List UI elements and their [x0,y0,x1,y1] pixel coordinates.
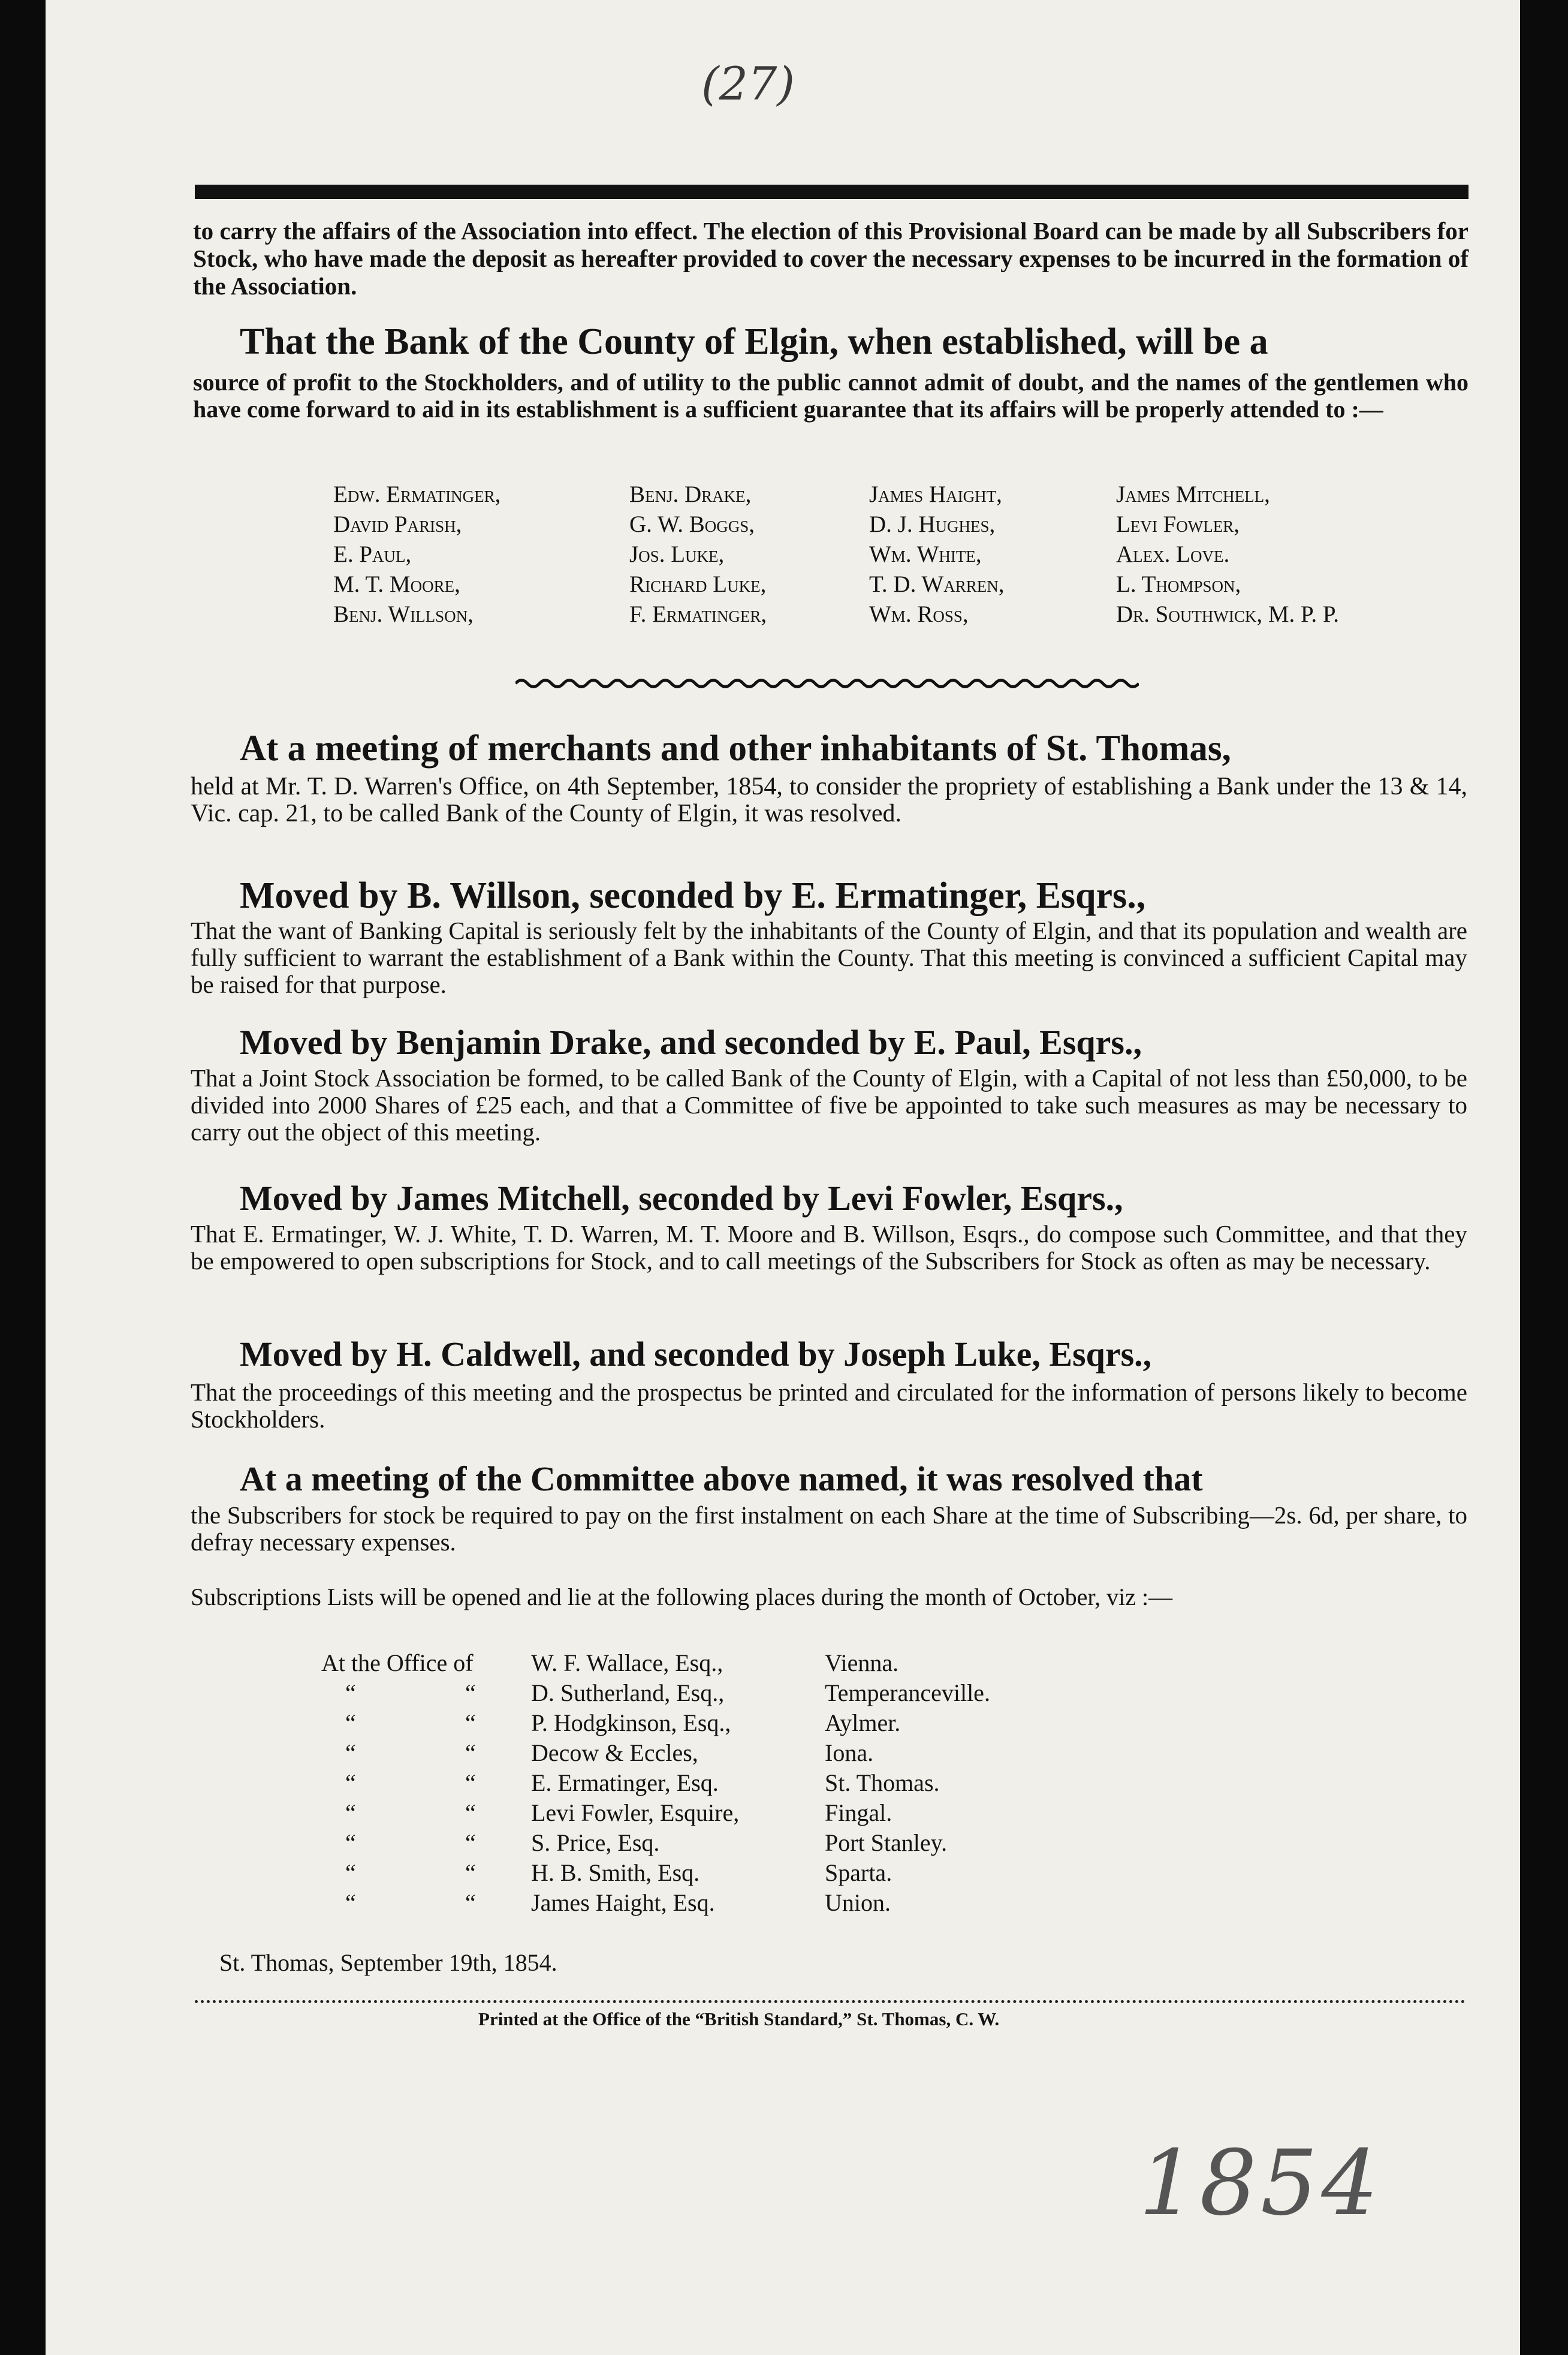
name-entry: Richard Luke, [629,571,767,597]
ditto-mark: “ [345,1829,356,1856]
committee-heading: At a meeting of the Committee above named, it was resolved that [240,1459,1203,1498]
motion-1-body: That the want of Banking Capital is seriously felt by the inhabitants of the County of Elgin, and that its population and wealth are fully sufficient to warrant the establishment of a Bank within the County. That this meeting is convinced a sufficient Capital may be raised for that purpose. [191,917,1467,998]
name-entry: G. W. Boggs, [629,511,755,537]
dateline: St. Thomas, September 19th, 1854. [219,1949,557,1976]
ditto-mark: “ [345,1709,356,1736]
top-rule [195,185,1469,199]
ditto-mark: “ [465,1679,476,1706]
name-entry: L. Thompson, [1116,571,1241,597]
page-number-annotation: (27) [701,57,795,110]
dotted-divider [195,2000,1466,2003]
location-place: Vienna. [825,1649,899,1676]
committee-body: the Subscribers for stock be required to pay on the first instalment on each Share at the time of Subscribing—2s. 6d, per share, to defray necessary expenses. [191,1501,1467,1556]
bank-statement-body: source of profit to the Stockholders, and of utility to the public cannot admit of doubt, and the names of the gentlemen who have come forward to aid in its establishment is a sufficient guarantee that its affairs will be properly attended to :— [193,369,1469,423]
handwritten-year: 1854 [1139,2131,1382,2236]
name-entry: Edw. Ermatinger, [333,481,501,507]
motion-2-heading: Moved by Benjamin Drake, and seconded by E. Paul, Esqrs., [240,1023,1142,1062]
name-entry: Wm. White, [869,541,982,567]
name-entry: David Parish, [333,511,462,537]
location-place: Union. [825,1889,891,1916]
name-entry: D. J. Hughes, [869,511,996,537]
location-place: Port Stanley. [825,1829,948,1856]
motion-4-body: That the proceedings of this meeting and the prospectus be printed and circulated for the information of persons likely to become Stockholders. [191,1378,1467,1433]
name-entry: James Mitchell, [1116,481,1270,507]
ditto-mark: “ [465,1829,476,1856]
name-entry: James Haight, [869,481,1002,507]
ditto-mark: “ [345,1679,356,1706]
ditto-mark: “ [465,1799,476,1826]
location-agent: S. Price, Esq. [531,1829,660,1856]
name-entry: Levi Fowler, [1116,511,1240,537]
ditto-mark: “ [465,1769,476,1796]
name-entry: F. Ermatinger, [629,601,767,627]
location-agent: D. Sutherland, Esq., [531,1679,725,1706]
location-agent: James Haight, Esq. [531,1889,715,1916]
name-entry: Dr. Southwick, M. P. P. [1116,601,1339,627]
name-entry: M. T. Moore, [333,571,460,597]
location-agent: Levi Fowler, Esquire, [531,1799,740,1826]
location-place: Iona. [825,1739,874,1766]
ditto-mark: “ [465,1889,476,1916]
name-entry: Jos. Luke, [629,541,725,567]
names-column-1 [333,480,500,630]
wavy-divider [515,674,1139,692]
motion-1-heading: Moved by B. Willson, seconded by E. Ermatinger, Esqrs., [240,875,1146,916]
name-entry: Benj. Willson, [333,601,474,627]
location-prefix: At the Office of [321,1649,474,1676]
name-entry: Alex. Love. [1116,541,1230,567]
motion-3-heading: Moved by James Mitchell, seconded by Levi Fowler, Esqrs., [240,1179,1123,1218]
meeting-heading: At a meeting of merchants and other inhabitants of St. Thomas, [240,728,1231,769]
ditto-mark: “ [345,1739,356,1766]
motion-2-body: That a Joint Stock Association be formed, to be called Bank of the County of Elgin, with a Capital of not less than £50,000, to be divided into 2000 Shares of £25 each, and that a Committee of five be appointed to take such measures as may be necessary to carry out the object of this meeting. [191,1064,1467,1146]
name-entry: T. D. Warren, [869,571,1005,597]
bank-statement-heading: That the Bank of the County of Elgin, when established, will be a [240,321,1268,362]
ditto-mark: “ [465,1739,476,1766]
name-entry: E. Paul, [333,541,412,567]
ditto-mark: “ [465,1859,476,1886]
ditto-mark: “ [345,1889,356,1916]
location-agent: W. F. Wallace, Esq., [531,1649,723,1676]
names-column-2 [629,480,767,630]
ditto-mark: “ [345,1769,356,1796]
name-entry: Wm. Ross, [869,601,969,627]
location-agent: H. B. Smith, Esq. [531,1859,700,1886]
ditto-mark: “ [465,1709,476,1736]
location-agent: P. Hodgkinson, Esq., [531,1709,731,1736]
motion-3-body: That E. Ermatinger, W. J. White, T. D. Warren, M. T. Moore and B. Willson, Esqrs., do compose such Committee, and that they be empowered to open subscriptions for Stock, and to call meetings of the Subscribers for Stock as often as may be necessary. [191,1220,1467,1275]
location-place: Sparta. [825,1859,892,1886]
names-column-3 [869,480,1004,630]
location-agent: E. Ermatinger, Esq. [531,1769,719,1796]
continuation-paragraph: to carry the affairs of the Association into effect. The election of this Provisional Board can be made by all Subscribers for Stock, who have made the deposit as hereafter provided to cover the necessary expenses to be incurred in the formation of the Association. [193,217,1469,300]
location-place: St. Thomas. [825,1769,940,1796]
location-agent: Decow & Eccles, [531,1739,698,1766]
ditto-mark: “ [345,1799,356,1826]
subscriptions-intro: Subscriptions Lists will be opened and lie at the following places during the month of October, viz :— [191,1583,1173,1610]
ditto-mark: “ [345,1859,356,1886]
name-entry: Benj. Drake, [629,481,752,507]
printer-credit: Printed at the Office of the “British Standard,” St. Thomas, C. W. [478,2008,1000,2029]
location-place: Temperanceville. [825,1679,990,1706]
location-place: Aylmer. [825,1709,901,1736]
location-place: Fingal. [825,1799,892,1826]
names-column-4 [1116,480,1339,630]
meeting-body: held at Mr. T. D. Warren's Office, on 4th September, 1854, to consider the propriety of establishing a Bank under the 13 & 14, Vic. cap. 21, to be called Bank of the County of Elgin, it was resolved. [191,773,1467,827]
motion-4-heading: Moved by H. Caldwell, and seconded by Joseph Luke, Esqrs., [240,1335,1152,1374]
